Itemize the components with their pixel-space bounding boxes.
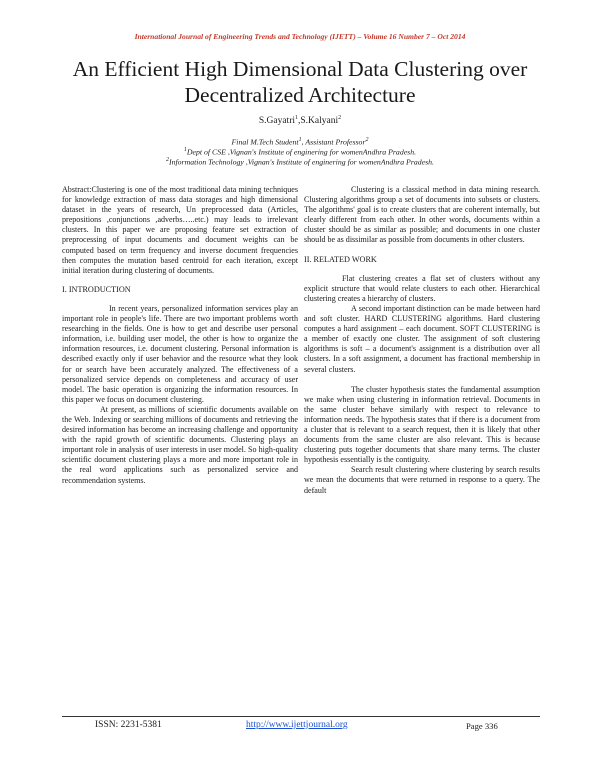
role-text: , Assistant Professor	[301, 137, 366, 147]
footer-rule	[62, 716, 540, 717]
footer-issn: ISSN: 2231-5381	[95, 720, 162, 730]
affiliation-2	[0, 157, 600, 167]
affiliation-text: Information Technology ,Vignan's Institute of enginering for womenAndhra Pradesh.	[168, 157, 434, 167]
author-separator: ,	[298, 116, 301, 127]
section-heading-related-work: II. RELATED WORK	[304, 254, 377, 264]
footer-page-number: Page 336	[466, 721, 498, 731]
related-work-paragraph: A second important distinction can be made between hard and soft cluster. HARD CLUSTERING algorithms. Hard clustering computes a hard assignment – each document. SOFT CLUSTERING is a member of exactly one cluster. The assignment of soft clustering algorithms is soft – a document's assignment is a distribution over all clusters. In a soft assignment, a document has fractional membership in several clusters.	[304, 303, 540, 374]
affiliation-sup: 1	[183, 147, 187, 153]
right-column	[304, 185, 540, 496]
journal-header: International Journal of Engineering Trends and Technology (IJETT) – Volume 16 Number 7 – Oct 2014	[134, 32, 466, 41]
body-paragraph: Clustering is a classical method in data mining research. Clustering algorithms group a set of documents into subsets or clusters. The algorithms' goal is to create clusters that are coherent internally, but clearly different from each other. In other words, documents within a cluster should be as similar as possible; and documents in one cluster should be as dissimilar as possible from documents in other clusters.	[304, 185, 540, 245]
role-sup: 2	[365, 137, 369, 143]
intro-paragraph: At present, as millions of scientific documents available on the Web. Indexing or searching millions of documents and retrieving the desired information has become an increasing challenge and opportunity with the rapid growth of scientific documents. Clustering plays an important role in analysis of user interests in user model. So high-quality scientific document clustering plays a more and more important role in the real word applications such as personalized service and recommendation systems.	[62, 404, 298, 485]
affiliation-text: Dept of CSE ,Vignan's Institute of enginering for womenAndhra Pradesh.	[186, 147, 417, 157]
left-column	[62, 185, 298, 486]
related-work-paragraph: The cluster hypothesis states the fundamental assumption we make when using clustering in information retrieval. Documents in the same cluster behave similarly with respect to relevance to information needs. The hypothesis states that if there is a document from a cluster that is relevant to a search request, then it is likely that other documents from the same cluster are also relevant. This is because clustering puts together documents that share many terms. The cluster hypothesis essentially is the contiguity.	[304, 384, 540, 465]
paragraph-gap	[304, 375, 540, 385]
affiliation-sup: 2	[165, 157, 169, 163]
related-work-paragraph: Search result clustering where clustering by search results we mean the documents that were returned in response to a query. The default	[304, 465, 540, 495]
intro-paragraph: In recent years, personalized information services play an important role in people's life. There are two important problems worth researching in the fields. One is how to get and describe user personal information, i.e. building user model, the other is how to organize the information resources, i.e. document clustering. Personal information is described exactly only if user behavior and the resource what they look for or search have been accurately analyzed. The effectiveness of a personalized service depends on completeness and accuracy of user model. The basic operation is organizing the information resources. In this paper we focus on document clustering.	[62, 303, 298, 404]
role-text: Final M.Tech Student	[231, 137, 299, 147]
affiliation-1	[0, 147, 600, 157]
role-sup: 1	[298, 137, 302, 143]
paper-title: An Efficient High Dimensional Data Clustering over Decentralized Architecture	[72, 57, 528, 107]
section-heading-introduction: I. INTRODUCTION	[62, 284, 131, 294]
author-name: S.Kalyani	[300, 116, 339, 127]
author-sup: 1	[295, 115, 299, 121]
author-sup: 2	[338, 115, 342, 121]
abstract: Abstract:Clustering is one of the most traditional data mining techniques for knowledge extraction of mass data storages and high dimensional dataset in the years of research, Un preprocessed data (Articles, prepositions ,conjunctions ,adverbs…..etc.) may leads to irrelevant clusters. In this paper we are proposing feature set extraction of preprocessing of input documents and document weights can be computed based on term frequency and inverse document frequencies then computes the mutation based centroid for each iteration, except initial iteration during clustering of documents.	[62, 185, 298, 275]
footer-journal-link[interactable]: http://www.ijettjournal.org	[246, 720, 348, 730]
author-name: S.Gayatri	[258, 116, 296, 127]
author-line	[0, 115, 600, 126]
related-work-paragraph: Flat clustering creates a flat set of clusters without any explicit structure that would relate clusters to each other. Hierarchical clustering creates a hierarchy of clusters.	[304, 273, 540, 303]
author-roles	[0, 137, 600, 147]
